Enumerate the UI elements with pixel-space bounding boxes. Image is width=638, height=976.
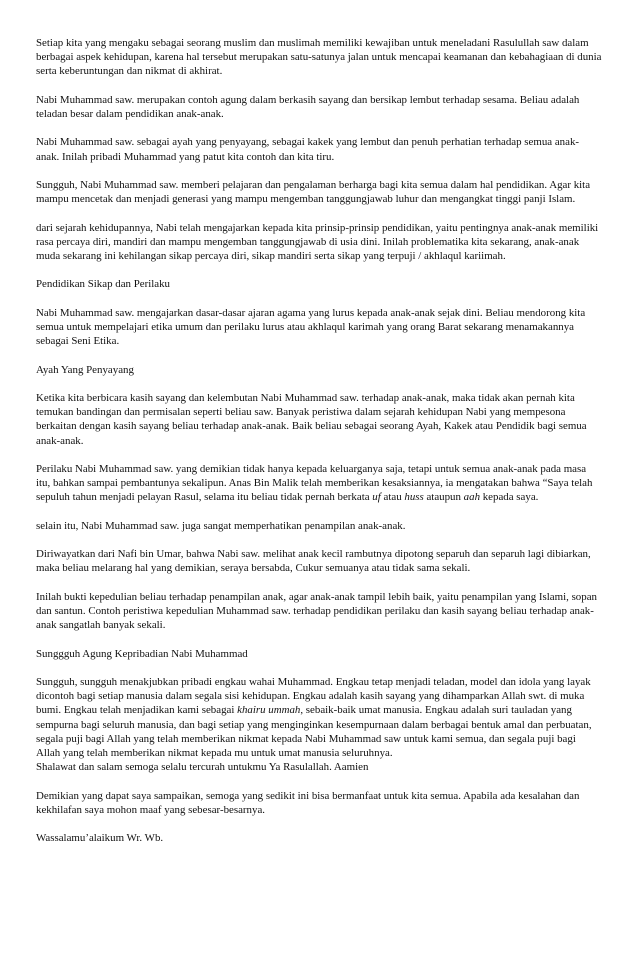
- italic-term: huss: [404, 491, 424, 504]
- paragraph: [36, 221, 602, 264]
- heading-text: Pendidikan Sikap dan Perilaku: [36, 278, 170, 291]
- italic-term: aah: [463, 491, 481, 504]
- paragraph-text: ataupun: [423, 491, 464, 504]
- paragraph-text: Sungguh, sungguh menakjubkan pribadi engkau wahai Muhammad. Engkau tetap menjadi teladan, model dan idola yang layak dicontoh bagi setiap manusia dalam segala sisi kehidupan. Engkau adalah kasih sayang yang dihamparkan Allah swt. di muka bumi. Engkau telah menjadikan kami sebagai: [36, 675, 591, 717]
- paragraph: [36, 789, 602, 817]
- paragraph: [36, 547, 602, 575]
- paragraph-text: atau: [380, 491, 405, 504]
- paragraph: [36, 519, 602, 533]
- paragraph-text: Nabi Muhammad saw. merupakan contoh agung dalam berkasih sayang dan bersikap lembut terhadap sesama. Beliau adalah teladan besar dalam pendidikan anak-anak.: [36, 93, 580, 120]
- paragraph: [36, 462, 602, 505]
- italic-term: khairu ummah: [237, 704, 301, 717]
- section-heading: [36, 363, 602, 377]
- paragraph: [36, 590, 602, 633]
- paragraph-text: Setiap kita yang mengaku sebagai seorang muslim dan muslimah memiliki kewajiban untuk meneladani Rasulullah saw dalam berbagai aspek kehidupan, karena hal tersebut merupakan satu-satunya jalan untuk mencapai keamanan dan kebahagiaan di dunia serta keberuntungan dan nikmat di akhirat.: [36, 37, 602, 78]
- paragraph: [36, 306, 602, 349]
- paragraph-text: Nabi Muhammad saw. mengajarkan dasar-dasar ajaran agama yang lurus kepada anak-anak sejak dini. Beliau mendorong kita semua untuk mempelajari etika umum dan perilaku lurus atau akhlaqul karimah yang orang Barat sekarang menamakannya sebagai Seni Etika.: [36, 306, 586, 348]
- paragraph-text: , sebaik-baik umat manusia. Engkau adalah suri tauladan yang sempurna bagi seluruh manusia, dan bagi setiap yang menginginkan kesempurnaan dalam berbagai bentuk amal dan perbuatan, segala puji bagi Allah yang telah memberikan nikmat kepada Nabi Muhammad saw untuk kami semua, dan segala puji bagi Allah yang telah memberikan nikmat kepada mu untuk umat manusia seluruhnya.: [36, 704, 592, 759]
- section-heading: [36, 277, 602, 291]
- paragraph-text: Shalawat dan salam semoga selalu tercurah untukmu Ya Rasulallah. Aamien: [36, 761, 369, 774]
- paragraph: [36, 36, 602, 79]
- paragraph-text: Nabi Muhammad saw. sebagai ayah yang penyayang, sebagai kakek yang lembut dan penuh perhatian terhadap semua anak-anak. Inilah pribadi Muhammad yang patut kita contoh dan kita tiru.: [36, 136, 580, 163]
- paragraph-text: selain itu, Nabi Muhammad saw. juga sangat memperhatikan penampilan anak-anak.: [36, 519, 406, 532]
- paragraph-text: dari sejarah kehidupannya, Nabi telah mengajarkan kepada kita prinsip-prinsip pendidikan, yaitu pentingnya anak-anak memiliki rasa percaya diri, mandiri dan mampu mengemban tanggungjawab di usia dini. Inilah problematika kita sekarang, anak-anak muda sekarang ini kehilangan sikap percaya diri, sikap mandiri serta sikap yang terpuji / akhlaqul kariimah.: [36, 221, 599, 262]
- paragraph: [36, 93, 602, 121]
- paragraph-text: Demikian yang dapat saya sampaikan, semoga yang sedikit ini bisa bermanfaat untuk kita semua. Apabila ada kesalahan dan kekhilafan saya mohon maaf yang sebesar-besarnya.: [36, 789, 580, 816]
- paragraph-text: Perilaku Nabi Muhammad saw. yang demikian tidak hanya kepada keluarganya saja, tetapi untuk semua anak-anak pada masa itu, bahkan sampai pembantunya sekalipun. Anas Bin Malik telah memberikan kesaksiannya, ia mengatakan bahwa “Saya telah sepuluh tahun menjadi pelayan Rasul, selama itu beliau tidak pernah berkata: [36, 462, 593, 504]
- paragraph: [36, 178, 602, 206]
- paragraph-text: kepada saya.: [480, 491, 539, 504]
- section-heading: [36, 647, 602, 661]
- closing-text: Wassalamu’alaikum Wr. Wb.: [36, 832, 164, 845]
- document-page: [36, 36, 602, 860]
- italic-term: uf: [372, 491, 381, 504]
- paragraph-text: Sungguh, Nabi Muhammad saw. memberi pelajaran dan pengalaman berharga bagi kita semua dalam hal pendidikan. Agar kita mampu mencetak dan menjadi generasi yang mampu mengemban tanggungjawab luhur dan mengangkat tinggi panji Islam.: [36, 178, 591, 206]
- heading-text: Sunggguh Agung Kepribadian Nabi Muhammad: [36, 647, 248, 660]
- paragraph: [36, 760, 602, 774]
- paragraph-text: Diriwayatkan dari Nafi bin Umar, bahwa Nabi saw. melihat anak kecil rambutnya dipotong separuh dan separuh lagi dibiarkan, maka beliau melarang hal yang demikian, seraya bersabda, Cukur semuanya atau tidak sama sekali.: [36, 548, 591, 575]
- paragraph: [36, 391, 602, 448]
- paragraph: [36, 135, 602, 163]
- closing-line: [36, 831, 602, 845]
- paragraph-text: Inilah bukti kepedulian beliau terhadap penampilan anak, agar anak-anak tampil lebih baik, yaitu penampilan yang Islami, sopan dan santun. Contoh peristiwa kepedulian Muhammad saw. terhadap pendidikan perilaku dan kasih sayang beliau terhadap anak-anak sangatlah banyak sekali.: [36, 590, 597, 632]
- paragraph: [36, 675, 602, 760]
- heading-text: Ayah Yang Penyayang: [36, 363, 134, 376]
- paragraph-text: Ketika kita berbicara kasih sayang dan kelembutan Nabi Muhammad saw. terhadap anak-anak, maka tidak akan pernah kita temukan bandingan dan permisalan seperti beliau saw. Banyak peristiwa dalam sejarah kehidupan Nabi yang mempesona berkaitan dengan kasih sayang beliau terhadap anak-anak. Baik beliau sebagai seorang Ayah, Kakek atau Pendidik bagi semua anak-anak.: [36, 391, 587, 447]
